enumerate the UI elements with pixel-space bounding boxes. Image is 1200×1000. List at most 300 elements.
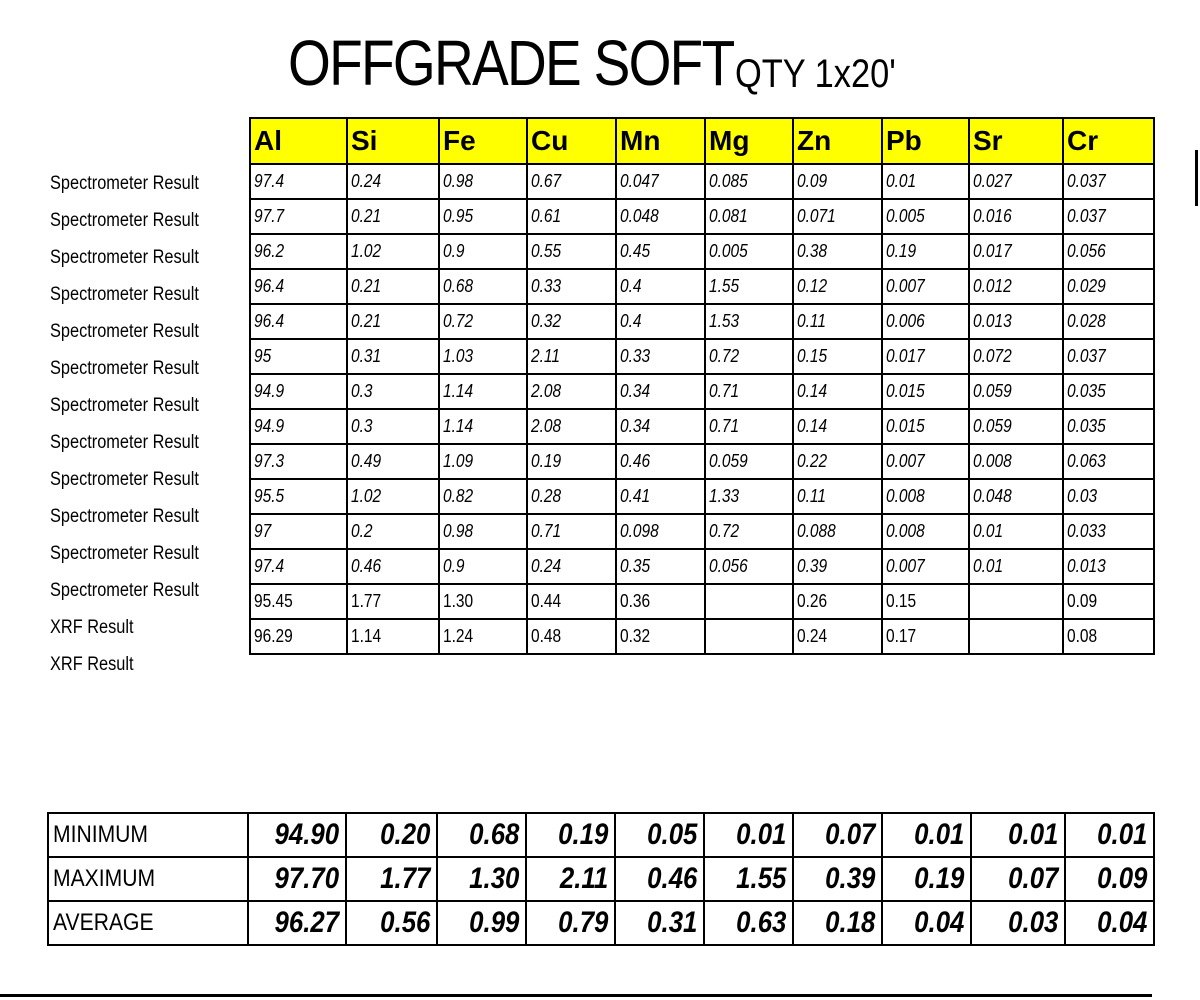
summary-value-mn bbox=[615, 901, 704, 945]
cell-value: 0.72 bbox=[709, 521, 740, 541]
cell-value: 95.5 bbox=[254, 486, 285, 506]
value-cell-zn bbox=[793, 549, 882, 584]
edge-mark bbox=[1195, 150, 1198, 206]
value-cell-mg bbox=[705, 444, 793, 479]
value-cell-fe bbox=[439, 199, 527, 234]
summary-value-al bbox=[248, 813, 346, 857]
element-header-mn: Mn bbox=[616, 118, 705, 164]
cell-value: 0.008 bbox=[973, 451, 1012, 471]
cell-value: 0.28 bbox=[531, 486, 562, 506]
value-cell-mg bbox=[705, 164, 793, 199]
cell-value: 2.11 bbox=[531, 346, 560, 366]
cell-value: 0.088 bbox=[797, 521, 836, 541]
value-cell-mn bbox=[616, 549, 705, 584]
spectrometer-result-row bbox=[250, 549, 1154, 584]
value-cell-mn bbox=[616, 374, 705, 409]
cell-value: 1.30 bbox=[443, 591, 474, 611]
cell-value: 0.61 bbox=[531, 206, 562, 226]
spectrometer-result-row bbox=[250, 304, 1154, 339]
value-cell-si bbox=[347, 619, 439, 654]
value-cell-mn bbox=[616, 199, 705, 234]
cell-value: 0.26 bbox=[797, 591, 828, 611]
summary-value-al bbox=[248, 901, 346, 945]
summary-row-maximum bbox=[48, 857, 1154, 901]
value-cell-mn bbox=[616, 269, 705, 304]
value-cell-cu bbox=[527, 444, 616, 479]
cell-value: 0.31 bbox=[351, 346, 382, 366]
element-header-pb: Pb bbox=[882, 118, 969, 164]
value-cell-cu bbox=[527, 514, 616, 549]
value-cell-cu bbox=[527, 339, 616, 374]
cell-value: 0.32 bbox=[620, 626, 651, 646]
summary-value: 2.11 bbox=[559, 862, 608, 895]
cell-value: 1.02 bbox=[351, 486, 382, 506]
value-cell-cr bbox=[1063, 409, 1154, 444]
value-cell-fe bbox=[439, 549, 527, 584]
value-cell-pb bbox=[882, 479, 969, 514]
summary-value-al bbox=[248, 857, 346, 901]
value-cell-cr bbox=[1063, 199, 1154, 234]
spectrometer-row-label: Spectrometer Result bbox=[50, 395, 199, 416]
summary-value-si bbox=[346, 813, 437, 857]
cell-value: 0.09 bbox=[797, 171, 828, 191]
cell-value: 94.9 bbox=[254, 381, 285, 401]
value-cell-al bbox=[250, 269, 347, 304]
value-cell-cr bbox=[1063, 164, 1154, 199]
summary-value: 0.01 bbox=[1096, 818, 1147, 851]
cell-value: 0.15 bbox=[886, 591, 917, 611]
cell-value: 0.46 bbox=[620, 451, 651, 471]
summary-value: 0.99 bbox=[468, 906, 519, 939]
cell-value: 95.45 bbox=[254, 591, 293, 611]
cell-value: 96.4 bbox=[254, 311, 285, 331]
value-cell-mn bbox=[616, 444, 705, 479]
cell-value: 0.029 bbox=[1067, 276, 1106, 296]
spectrometer-row-label: Spectrometer Result bbox=[50, 580, 199, 601]
value-cell-cu bbox=[527, 269, 616, 304]
value-cell-zn bbox=[793, 479, 882, 514]
summary-value-cr bbox=[1065, 813, 1154, 857]
cell-value: 0.33 bbox=[620, 346, 651, 366]
value-cell-fe bbox=[439, 584, 527, 619]
cell-value: 1.14 bbox=[351, 626, 382, 646]
spectrometer-row-label: Spectrometer Result bbox=[50, 173, 199, 194]
summary-value-mg bbox=[704, 901, 793, 945]
value-cell-al bbox=[250, 164, 347, 199]
value-cell-al bbox=[250, 339, 347, 374]
cell-value: 97.3 bbox=[254, 451, 285, 471]
cell-value: 0.4 bbox=[620, 311, 642, 331]
value-cell-cr bbox=[1063, 269, 1154, 304]
value-cell-mn bbox=[616, 234, 705, 269]
cell-value: 97.4 bbox=[254, 556, 285, 576]
value-cell-al bbox=[250, 549, 347, 584]
cell-value: 0.95 bbox=[443, 206, 474, 226]
cell-value: 0.08 bbox=[1067, 626, 1098, 646]
cell-value: 0.017 bbox=[973, 241, 1012, 261]
summary-value-sr bbox=[971, 813, 1065, 857]
cell-value: 0.008 bbox=[886, 521, 925, 541]
summary-value-fe bbox=[437, 813, 526, 857]
summary-label bbox=[48, 813, 248, 857]
cell-value: 0.4 bbox=[620, 276, 642, 296]
summary-value: 0.01 bbox=[735, 818, 786, 851]
value-cell-zn bbox=[793, 619, 882, 654]
summary-value-si bbox=[346, 901, 437, 945]
value-cell-si bbox=[347, 479, 439, 514]
value-cell-sr bbox=[969, 549, 1063, 584]
summary-value: 0.07 bbox=[824, 818, 875, 851]
cell-value: 0.22 bbox=[797, 451, 828, 471]
cell-value: 0.49 bbox=[351, 451, 382, 471]
summary-value-sr bbox=[971, 857, 1065, 901]
value-cell-zn bbox=[793, 269, 882, 304]
value-cell-mn bbox=[616, 514, 705, 549]
value-cell-cu bbox=[527, 619, 616, 654]
cell-value: 0.007 bbox=[886, 556, 925, 576]
value-cell-zn bbox=[793, 234, 882, 269]
summary-label-text: AVERAGE bbox=[53, 909, 154, 936]
value-cell-mg bbox=[705, 199, 793, 234]
spectrometer-result-row bbox=[250, 409, 1154, 444]
cell-value: 0.34 bbox=[620, 416, 651, 436]
value-cell-fe bbox=[439, 514, 527, 549]
spectrometer-row-label: Spectrometer Result bbox=[50, 321, 199, 342]
element-header-mg: Mg bbox=[705, 118, 793, 164]
cell-value: 1.55 bbox=[709, 276, 740, 296]
value-cell-sr bbox=[969, 269, 1063, 304]
value-cell-fe bbox=[439, 269, 527, 304]
cell-value: 97 bbox=[254, 521, 272, 541]
value-cell-sr bbox=[969, 304, 1063, 339]
value-cell-mg bbox=[705, 374, 793, 409]
value-cell-fe bbox=[439, 444, 527, 479]
summary-value-zn bbox=[793, 813, 882, 857]
value-cell-si bbox=[347, 304, 439, 339]
summary-label-text: MINIMUM bbox=[53, 821, 149, 848]
value-cell-al bbox=[250, 409, 347, 444]
summary-value-fe bbox=[437, 901, 526, 945]
value-cell-pb bbox=[882, 409, 969, 444]
cell-value: 0.21 bbox=[351, 206, 382, 226]
cell-value: 1.02 bbox=[351, 241, 382, 261]
summary-value-cu bbox=[526, 857, 615, 901]
value-cell-al bbox=[250, 479, 347, 514]
cell-value: 0.24 bbox=[531, 556, 562, 576]
cell-value: 2.08 bbox=[531, 381, 562, 401]
value-cell-mg bbox=[705, 514, 793, 549]
summary-value: 0.39 bbox=[824, 862, 875, 895]
value-cell-zn bbox=[793, 409, 882, 444]
summary-label-text: MAXIMUM bbox=[53, 865, 156, 892]
cell-value: 0.14 bbox=[797, 416, 828, 436]
summary-value-zn bbox=[793, 857, 882, 901]
summary-value: 0.46 bbox=[646, 862, 697, 895]
element-header-cr: Cr bbox=[1063, 118, 1154, 164]
cell-value: 0.035 bbox=[1067, 381, 1106, 401]
value-cell-cu bbox=[527, 374, 616, 409]
cell-value: 0.15 bbox=[797, 346, 828, 366]
value-cell-mn bbox=[616, 584, 705, 619]
cell-value: 0.3 bbox=[351, 416, 373, 436]
cell-value: 0.34 bbox=[620, 381, 651, 401]
cell-value: 0.013 bbox=[973, 311, 1012, 331]
summary-row-average bbox=[48, 901, 1154, 945]
value-cell-si bbox=[347, 199, 439, 234]
summary-label bbox=[48, 901, 248, 945]
spectrometer-row-label: Spectrometer Result bbox=[50, 506, 199, 527]
value-cell-mg bbox=[705, 269, 793, 304]
value-cell-fe bbox=[439, 234, 527, 269]
value-cell-fe bbox=[439, 339, 527, 374]
value-cell-al bbox=[250, 444, 347, 479]
cell-value: 0.9 bbox=[443, 241, 465, 261]
value-cell-cu bbox=[527, 234, 616, 269]
value-cell-zn bbox=[793, 374, 882, 409]
cell-value: 0.056 bbox=[1067, 241, 1106, 261]
summary-value: 1.55 bbox=[735, 862, 786, 895]
cell-value: 0.047 bbox=[620, 171, 659, 191]
value-cell-fe bbox=[439, 374, 527, 409]
value-cell-sr bbox=[969, 514, 1063, 549]
value-cell-al bbox=[250, 619, 347, 654]
cell-value: 0.45 bbox=[620, 241, 651, 261]
element-header-zn: Zn bbox=[793, 118, 882, 164]
cell-value: 0.03 bbox=[1067, 486, 1098, 506]
value-cell-zn bbox=[793, 304, 882, 339]
summary-value: 0.18 bbox=[824, 906, 875, 939]
cell-value: 0.24 bbox=[797, 626, 828, 646]
value-cell-mn bbox=[616, 619, 705, 654]
cell-value: 0.027 bbox=[973, 171, 1012, 191]
cell-value: 0.015 bbox=[886, 381, 925, 401]
summary-value: 0.09 bbox=[1096, 862, 1147, 895]
value-cell-zn bbox=[793, 339, 882, 374]
value-cell-sr bbox=[969, 199, 1063, 234]
value-cell-cr bbox=[1063, 584, 1154, 619]
cell-value: 0.71 bbox=[531, 521, 562, 541]
cell-value: 0.19 bbox=[531, 451, 562, 471]
spectrometer-row-label: Spectrometer Result bbox=[50, 358, 199, 379]
value-cell-si bbox=[347, 164, 439, 199]
spectrometer-row-label: Spectrometer Result bbox=[50, 469, 199, 490]
bottom-rule bbox=[0, 994, 1152, 997]
value-cell-si bbox=[347, 234, 439, 269]
value-cell-pb bbox=[882, 304, 969, 339]
value-cell-sr bbox=[969, 164, 1063, 199]
summary-value: 97.70 bbox=[274, 862, 339, 895]
value-cell-pb bbox=[882, 549, 969, 584]
summary-value-pb bbox=[882, 857, 971, 901]
xrf-result-row bbox=[250, 584, 1154, 619]
cell-value: 94.9 bbox=[254, 416, 285, 436]
value-cell-si bbox=[347, 549, 439, 584]
cell-value: 0.012 bbox=[973, 276, 1012, 296]
cell-value: 1.53 bbox=[709, 311, 740, 331]
cell-value: 95 bbox=[254, 346, 272, 366]
value-cell-si bbox=[347, 269, 439, 304]
cell-value: 0.72 bbox=[443, 311, 474, 331]
cell-value: 0.67 bbox=[531, 171, 562, 191]
xrf-row-label: XRF Result bbox=[50, 617, 134, 638]
summary-value-pb bbox=[882, 813, 971, 857]
value-cell-cr bbox=[1063, 339, 1154, 374]
cell-value: 1.09 bbox=[443, 451, 474, 471]
cell-value: 2.08 bbox=[531, 416, 562, 436]
cell-value: 0.35 bbox=[620, 556, 651, 576]
value-cell-pb bbox=[882, 269, 969, 304]
cell-value: 0.01 bbox=[973, 521, 1004, 541]
value-cell-cr bbox=[1063, 444, 1154, 479]
value-cell-zn bbox=[793, 514, 882, 549]
value-cell-cu bbox=[527, 199, 616, 234]
spectrometer-result-row bbox=[250, 374, 1154, 409]
cell-value: 0.17 bbox=[886, 626, 917, 646]
spectrometer-row-label: Spectrometer Result bbox=[50, 210, 199, 231]
value-cell-mg bbox=[705, 479, 793, 514]
summary-value: 0.01 bbox=[1007, 818, 1058, 851]
summary-value: 0.63 bbox=[735, 906, 786, 939]
summary-value: 0.31 bbox=[646, 906, 697, 939]
summary-value-cu bbox=[526, 813, 615, 857]
value-cell-mg bbox=[705, 339, 793, 374]
value-cell-sr bbox=[969, 234, 1063, 269]
cell-value: 0.33 bbox=[531, 276, 562, 296]
cell-value: 0.21 bbox=[351, 276, 382, 296]
cell-value: 1.77 bbox=[351, 591, 382, 611]
summary-label bbox=[48, 857, 248, 901]
value-cell-cr bbox=[1063, 304, 1154, 339]
summary-value: 1.77 bbox=[379, 862, 430, 895]
summary-value-cr bbox=[1065, 857, 1154, 901]
summary-value-zn bbox=[793, 901, 882, 945]
cell-value: 0.059 bbox=[709, 451, 748, 471]
cell-value: 0.01 bbox=[973, 556, 1004, 576]
element-header-row bbox=[250, 118, 1154, 164]
value-cell-fe bbox=[439, 409, 527, 444]
element-header-cu: Cu bbox=[527, 118, 616, 164]
value-cell-cu bbox=[527, 584, 616, 619]
cell-value: 0.008 bbox=[886, 486, 925, 506]
summary-value: 0.04 bbox=[1096, 906, 1147, 939]
spectrometer-result-row bbox=[250, 164, 1154, 199]
value-cell-cu bbox=[527, 164, 616, 199]
value-cell-cr bbox=[1063, 549, 1154, 584]
value-cell-al bbox=[250, 584, 347, 619]
cell-value: 0.41 bbox=[620, 486, 651, 506]
cell-value: 0.059 bbox=[973, 416, 1012, 436]
summary-value: 0.56 bbox=[379, 906, 430, 939]
cell-value: 0.09 bbox=[1067, 591, 1098, 611]
cell-value: 0.72 bbox=[709, 346, 740, 366]
value-cell-pb bbox=[882, 444, 969, 479]
cell-value: 0.82 bbox=[443, 486, 474, 506]
spectrometer-row-label: Spectrometer Result bbox=[50, 543, 199, 564]
cell-value: 96.29 bbox=[254, 626, 293, 646]
value-cell-pb bbox=[882, 619, 969, 654]
cell-value: 0.32 bbox=[531, 311, 562, 331]
value-cell-si bbox=[347, 444, 439, 479]
cell-value: 0.037 bbox=[1067, 206, 1106, 226]
summary-value: 0.19 bbox=[913, 862, 964, 895]
cell-value: 0.55 bbox=[531, 241, 562, 261]
spectrometer-result-row bbox=[250, 444, 1154, 479]
value-cell-zn bbox=[793, 584, 882, 619]
summary-table bbox=[47, 812, 1155, 946]
element-header-fe: Fe bbox=[439, 118, 527, 164]
summary-value: 0.04 bbox=[913, 906, 964, 939]
value-cell-si bbox=[347, 514, 439, 549]
spectrometer-row-label: Spectrometer Result bbox=[50, 247, 199, 268]
value-cell-pb bbox=[882, 199, 969, 234]
value-cell-cu bbox=[527, 304, 616, 339]
cell-value: 97.4 bbox=[254, 171, 285, 191]
value-cell-sr bbox=[969, 619, 1063, 654]
value-cell-sr bbox=[969, 409, 1063, 444]
cell-value: 0.38 bbox=[797, 241, 828, 261]
cell-value: 0.01 bbox=[886, 171, 917, 191]
cell-value: 0.037 bbox=[1067, 346, 1106, 366]
summary-row-minimum bbox=[48, 813, 1154, 857]
cell-value: 0.098 bbox=[620, 521, 659, 541]
value-cell-zn bbox=[793, 199, 882, 234]
cell-value: 0.19 bbox=[886, 241, 917, 261]
value-cell-cr bbox=[1063, 619, 1154, 654]
cell-value: 0.14 bbox=[797, 381, 828, 401]
summary-value: 96.27 bbox=[274, 906, 339, 939]
summary-value: 0.07 bbox=[1007, 862, 1058, 895]
cell-value: 0.072 bbox=[973, 346, 1012, 366]
cell-value: 0.063 bbox=[1067, 451, 1106, 471]
cell-value: 0.71 bbox=[709, 381, 740, 401]
value-cell-mn bbox=[616, 479, 705, 514]
summary-value-mn bbox=[615, 857, 704, 901]
value-cell-pb bbox=[882, 164, 969, 199]
value-cell-mn bbox=[616, 409, 705, 444]
cell-value: 96.2 bbox=[254, 241, 285, 261]
cell-value: 0.056 bbox=[709, 556, 748, 576]
xrf-result-row bbox=[250, 619, 1154, 654]
cell-value: 0.015 bbox=[886, 416, 925, 436]
cell-value: 0.98 bbox=[443, 521, 474, 541]
value-cell-pb bbox=[882, 514, 969, 549]
cell-value: 0.013 bbox=[1067, 556, 1106, 576]
value-cell-zn bbox=[793, 444, 882, 479]
summary-value: 0.03 bbox=[1007, 906, 1058, 939]
cell-value: 0.24 bbox=[351, 171, 382, 191]
cell-value: 1.14 bbox=[443, 381, 474, 401]
cell-value: 0.11 bbox=[797, 311, 826, 331]
summary-value-mg bbox=[704, 813, 793, 857]
summary-value: 0.01 bbox=[913, 818, 964, 851]
value-cell-sr bbox=[969, 339, 1063, 374]
value-cell-sr bbox=[969, 584, 1063, 619]
cell-value: 0.2 bbox=[351, 521, 373, 541]
cell-value: 96.4 bbox=[254, 276, 285, 296]
value-cell-mn bbox=[616, 164, 705, 199]
spectrometer-result-row bbox=[250, 269, 1154, 304]
value-cell-al bbox=[250, 374, 347, 409]
value-cell-cr bbox=[1063, 514, 1154, 549]
quantity-label: QTY 1x20' bbox=[735, 52, 896, 96]
cell-value: 0.071 bbox=[797, 206, 836, 226]
summary-value-sr bbox=[971, 901, 1065, 945]
value-cell-si bbox=[347, 374, 439, 409]
value-cell-cr bbox=[1063, 479, 1154, 514]
document-title: OFFGRADE SOFT bbox=[288, 27, 734, 99]
cell-value: 0.12 bbox=[797, 276, 828, 296]
cell-value: 1.24 bbox=[443, 626, 474, 646]
